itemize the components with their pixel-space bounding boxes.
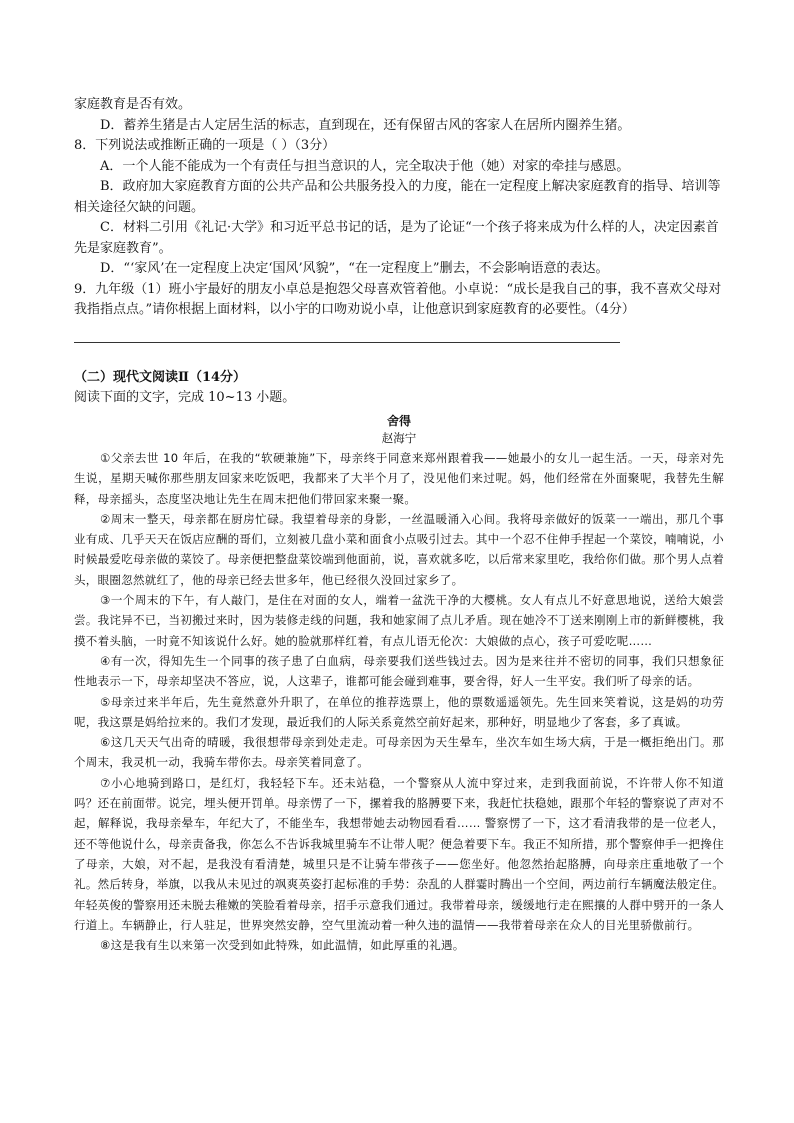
section-intro: 阅读下面的文字，完成 10~13 小题。 <box>74 390 296 405</box>
paragraph-2: ②周末一整天，母亲都在厨房忙碌。我望着母亲的身影，一丝温暖涌入心间。我将母亲做好的饭菜一一端出，那几个事业有成、几乎天天在饭店应酬的哥们，立刻被几盘小菜和面食小点吸引过去。其中一个忍不住伸手捏起一个菜饺，喃喃说，小时候最爱吃母亲做的菜饺了。母亲便把整盘菜饺端到他面前，说，喜欢就多吃，以后常来家里吃，我给你们做。那个男人点着头，眼圈忽然就红了，他的母亲已经去世多年，他已经很久没回过家乡了。 <box>74 511 724 587</box>
option-d-q7: D．蓄养生猪是古人定居生活的标志，直到现在，还有保留古风的客家人在居所内圈养生猪。 <box>100 117 631 133</box>
paragraph-6: ⑥这几天天气出奇的晴暖，我很想带母亲到处走走。可母亲因为天生晕车，坐次车如生场大病，于是一概拒绝出门。那个周末，我灵机一动，我骑车带你去。母亲笑着同意了。 <box>74 735 724 770</box>
text-line: 家庭教育是否有效。 <box>74 97 192 112</box>
article-title: 舍得 <box>386 414 411 428</box>
question-9: 9．九年级（1）班小宇最好的朋友小卓总是抱怨父母喜欢管着他。小卓说：“成长是我自己的事，我不喜欢父母对我指指点点。”请你根据上面材料，以小宇的口吻劝说小卓，让他意识到家庭教育的必要性。（4分） <box>74 281 722 317</box>
paragraph-4: ④有一次，得知先生一个同事的孩子患了白血病，母亲要我们送些钱过去。因为是来往并不密切的同事，我们只想象征性地表示一下，母亲却坚决不答应，说，人这辈子，谁都可能会碰到难事，要舍得，好人一生平安。我们听了母亲的话。 <box>74 653 724 689</box>
paragraph-7: ⑦小心地骑到路口，是红灯，我轻轻下车。还未站稳，一个警察从人流中穿过来，走到我面前说，不许带人你不知道吗？还在前面带。说完，埋头便开罚单。母亲愣了一下，摞着我的胳膊要下来，我赶忙扶稳她，跟那个年轻的警察说了声对不起，解释说，我母亲晕车，年纪大了，不能坐车，我想带她去动物园看看…… 警察愣了一下，这才看清我带的是一位老人，还不等他说什么，母亲责备我，你怎么不告诉我城里骑车不让带人呢？便急着要下车。我正不知所措，那个警察伸手一把搀住了母亲，大娘，对不起，是我没有看清楚，城里只是不让骑车带孩子——您坐好。他忽然抬起胳膊，向母亲庄重地敬了一个礼。然后转身，举旗，以我从未见过的飒爽英姿打起标准的手势：杂乱的人群霎时腾出一个空间，两边前行车辆魔法般定住。年轻英俊的警察用还未脱去稚嫩的笑脸看着母亲，招手示意我们通过。我带着母亲，缓缓地行走在熙攘的人群中劈开的一条人行道上。车辆静止，行人驻足，世界突然安静，空气里流动着一种久违的温情——我带着母亲在众人的目光里骄傲前行。 <box>74 775 724 932</box>
option-d-q8: D．“‘家风’在一定程度上决定‘国风’风貌”，“在一定程度上”删去，不会影响语意的表达。 <box>100 261 609 276</box>
article-author: 赵海宁 <box>381 431 417 445</box>
section-heading: （二）现代文阅读Ⅱ（14分） <box>74 370 247 385</box>
paragraph-3: ③一个周末的下午，有人敲门，是住在对面的女人，端着一盆洗干净的大樱桃。女人有点儿不好意思地说，送给大娘尝尝。我诧异不已，当初搬过来时，因为装修走线的问题，我和她家闹了点儿矛盾。现在她冷不丁送来刚刚上市的新鲜樱桃，我摸不着头脑，一时竟不知该说什么好。她的脸就那样红着，有点儿语无伦次：大娘做的点心，孩子可爱吃呢…… <box>74 593 724 648</box>
answer-line[interactable] <box>74 342 620 343</box>
reading-section <box>74 368 724 955</box>
article-body <box>74 448 724 955</box>
paragraph-8: ⑧这是我有生以来第一次受到如此特殊，如此温情，如此厚重的礼遇。 <box>100 938 465 953</box>
paragraph-5: ⑤母亲过来半年后，先生竟然意外升职了，在单位的推荐选票上，他的票数遥遥领先。先生回来笑着说，这是妈的功劳呢，我这票是妈给拉来的。我们才发现，最近我们的人际关系竟然空前好起来，那种好，明显地少了客套，多了真诚。 <box>74 694 724 729</box>
option-b-q8: B．政府加大家庭教育方面的公共产品和公共服务投入的力度，能在一定程度上解决家庭教育的指导、培训等相关途径欠缺的问题。 <box>74 179 721 215</box>
option-c-q8: C．材料二引用《礼记·大学》和习近平总书记的话，是为了论证“一个孩子将来成为什么样的人，决定因素首先是家庭教育”。 <box>74 220 719 256</box>
option-a-q8: A．一个人能不能成为一个有责任与担当意识的人，完全取决于他（她）对家的牵挂与感恩。 <box>100 158 630 174</box>
question-8: 8．下列说法或推断正确的一项是（ ）（3分） <box>74 138 336 153</box>
paragraph-1: ①父亲去世 10 年后，在我的“软硬兼施”下，母亲终于同意来郑州跟着我——她最小的女儿一起生活。一天，母亲对先生说，星期天喊你那些朋友回家来吃饭吧，我都来了大半个月了，没见他们来过呢。妈，他们经常在外面聚呢，我替先生解释，母亲摇头，态度坚决地让先生在周末把他们带回家来聚一聚。 <box>74 451 724 506</box>
question-section <box>74 95 724 321</box>
